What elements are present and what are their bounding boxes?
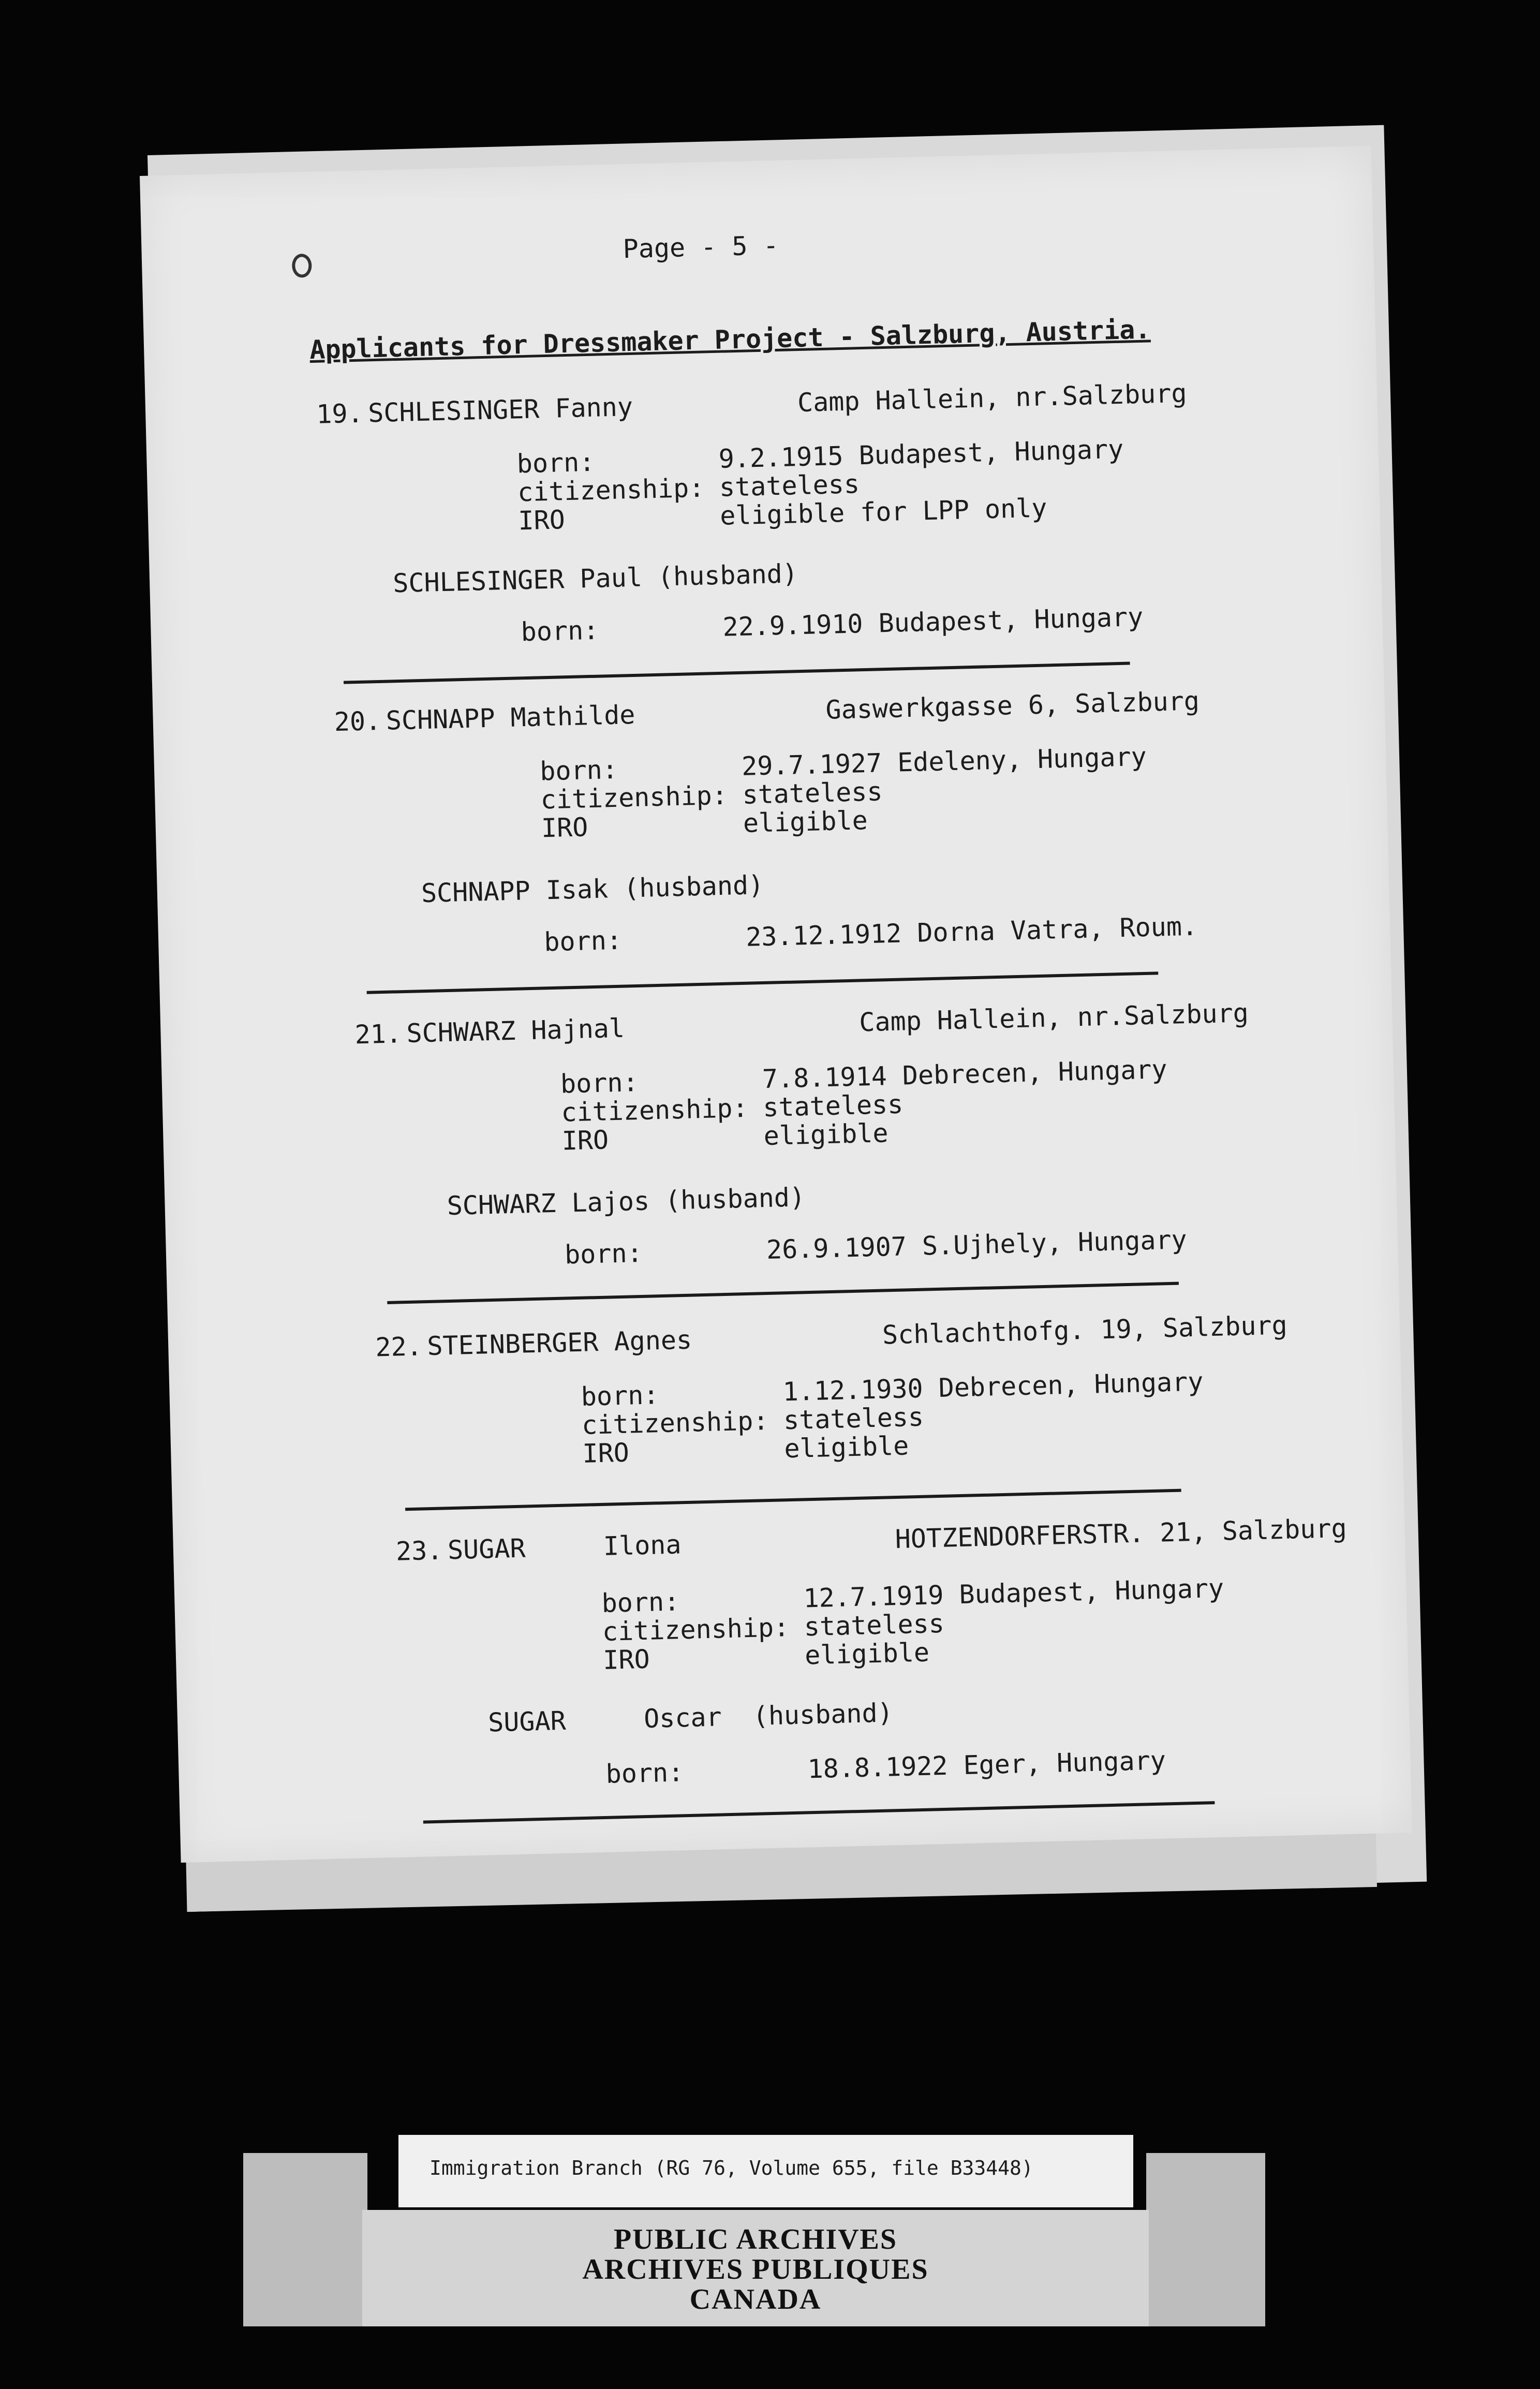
punch-hole-icon — [292, 254, 312, 278]
applicant-name: SCHNAPP Mathilde — [386, 699, 636, 736]
born-label: born: — [521, 615, 599, 647]
citizenship-label: citizenship: — [517, 473, 705, 508]
archive-caption: Immigration Branch (RG 76, Volume 655, file B33448) — [430, 2157, 1033, 2179]
citizenship-value: stateless — [742, 776, 883, 810]
born-label: born: — [564, 1237, 643, 1270]
stamp-line-1: PUBLIC ARCHIVES — [613, 2223, 898, 2255]
spouse-born-value: 18.8.1922 Eger, Hungary — [807, 1745, 1166, 1785]
label-tape-left — [243, 2153, 367, 2326]
born-value: 7.8.1914 Debrecen, Hungary — [762, 1054, 1168, 1095]
citizenship-label: citizenship: — [581, 1406, 769, 1440]
iro-label: IRO — [602, 1644, 650, 1675]
born-value: 12.7.1919 Budapest, Hungary — [803, 1573, 1224, 1614]
applicant-address: Camp Hallein, nr.Salzburg — [797, 378, 1188, 418]
entry-divider — [405, 1489, 1181, 1511]
iro-value: eligible for LPP only — [719, 493, 1048, 531]
spouse-name: SCHNAPP Isak (husband) — [421, 869, 764, 909]
applicant-name: SCHWARZ Hajnal — [406, 1013, 625, 1049]
entry-number: 22. — [375, 1331, 423, 1363]
born-value: 29.7.1927 Edeleny, Hungary — [741, 741, 1147, 781]
citizenship-label: citizenship: — [560, 1093, 749, 1128]
iro-label: IRO — [541, 812, 589, 844]
born-value: 9.2.1915 Budapest, Hungary — [718, 434, 1124, 474]
entry-number: 23. — [395, 1535, 443, 1567]
citizenship-value: stateless — [762, 1089, 904, 1123]
entry-divider — [387, 1282, 1179, 1304]
born-label: born: — [605, 1757, 684, 1789]
born-label: born: — [581, 1380, 660, 1412]
born-label: born: — [543, 925, 623, 957]
born-label: born: — [516, 447, 595, 479]
applicant-name: SCHLESINGER Fanny — [367, 391, 633, 429]
citizenship-label: citizenship: — [540, 780, 728, 815]
citizenship-value: stateless — [719, 469, 860, 503]
entry-number: 19. — [316, 398, 364, 430]
applicant-name: SUGAR Ilona — [447, 1529, 682, 1566]
stamp-line-3: CANADA — [689, 2283, 822, 2316]
citizenship-value: stateless — [804, 1608, 945, 1642]
archive-caption-strip — [398, 2135, 1133, 2207]
spouse-name: SCHLESINGER Paul (husband) — [392, 558, 798, 599]
spouse-name: SUGAR Oscar (husband) — [487, 1698, 894, 1738]
spouse-born-value: 26.9.1907 S.Ujhely, Hungary — [766, 1225, 1188, 1265]
applicant-name: STEINBERGER Agnes — [426, 1324, 692, 1362]
label-tape-right — [1146, 2153, 1265, 2326]
spouse-born-value: 23.12.1912 Dorna Vatra, Roum. — [745, 911, 1198, 952]
applicant-address: Schlachthofg. 19, Salzburg — [882, 1310, 1288, 1350]
applicant-address: HOTZENDORFERSTR. 21, Salzburg — [895, 1513, 1348, 1555]
spouse-name: SCHWARZ Lajos (husband) — [447, 1182, 806, 1221]
iro-value: eligible — [804, 1637, 930, 1671]
applicant-address: Camp Hallein, nr.Salzburg — [858, 998, 1249, 1038]
spouse-born-value: 22.9.1910 Budapest, Hungary — [722, 601, 1144, 642]
iro-value: eligible — [783, 1431, 909, 1464]
born-label: born: — [539, 754, 618, 787]
iro-label: IRO — [517, 505, 566, 536]
born-label: born: — [560, 1067, 639, 1099]
archive-stamp — [362, 2210, 1149, 2326]
stamp-line-2: ARCHIVES PUBLIQUES — [582, 2253, 929, 2285]
citizenship-value: stateless — [783, 1402, 924, 1436]
page-number: Page - 5 - — [623, 230, 779, 264]
iro-label: IRO — [561, 1125, 609, 1156]
entry-divider — [344, 662, 1130, 684]
iro-value: eligible — [743, 805, 868, 838]
document-heading: Applicants for Dressmaker Project - Salzburg, Austria. — [309, 314, 1151, 365]
born-label: born: — [601, 1586, 680, 1619]
iro-value: eligible — [763, 1118, 889, 1152]
entry-divider — [367, 971, 1159, 994]
document-page — [140, 146, 1412, 1863]
applicant-address: Gaswerkgasse 6, Salzburg — [825, 686, 1200, 725]
born-value: 1.12.1930 Debrecen, Hungary — [782, 1366, 1204, 1407]
entry-number: 20. — [334, 705, 381, 738]
citizenship-label: citizenship: — [602, 1612, 790, 1647]
entry-divider — [423, 1801, 1215, 1823]
iro-label: IRO — [582, 1437, 630, 1469]
entry-number: 21. — [354, 1019, 402, 1050]
